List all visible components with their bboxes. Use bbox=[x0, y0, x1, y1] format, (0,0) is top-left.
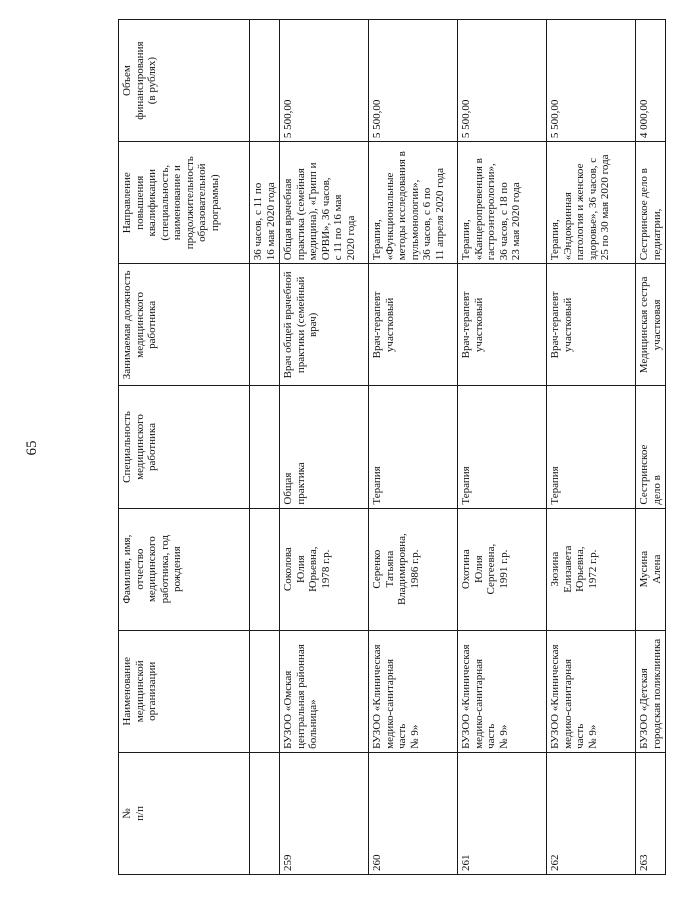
table-row bbox=[280, 20, 369, 875]
cell-number: 259 bbox=[280, 752, 369, 874]
table-cell bbox=[250, 630, 280, 752]
table-row bbox=[369, 20, 458, 875]
page-number: 65 bbox=[24, 440, 40, 456]
table-row bbox=[458, 20, 547, 875]
table-cell bbox=[250, 508, 280, 630]
cell-number: 262 bbox=[547, 752, 636, 874]
cell-organization: БУЗОО «Клиническая медико-санитарная часть № 9» bbox=[547, 630, 636, 752]
header-program: Направление повышения квалификации (специальность, наименование и продолжительность образовательной программы) bbox=[119, 142, 250, 264]
cell-person: Мусина Алена bbox=[636, 508, 666, 630]
cell-program: Общая врачебная практика (семейная медицина), «Грипп и ОРВИ», 36 часов, с 11 по 16 мая 2020 года bbox=[280, 142, 369, 264]
cell-person: Охотина Юлия Сергеевна, 1991 г.р. bbox=[458, 508, 547, 630]
cell-amount: 4 000,00 bbox=[636, 20, 666, 142]
cell-person: Серенко Татьяна Владимировна, 1986 г.р. bbox=[369, 508, 458, 630]
cell-amount: 5 500,00 bbox=[547, 20, 636, 142]
cell-number: 263 bbox=[636, 752, 666, 874]
table-cell bbox=[250, 752, 280, 874]
cell-specialty: Сестринское дело в bbox=[636, 386, 666, 508]
cell-position: Врач-терапевт участковый bbox=[547, 264, 636, 386]
cell-specialty: Терапия bbox=[458, 386, 547, 508]
cell-amount: 5 500,00 bbox=[369, 20, 458, 142]
cell-specialty: Общая практика bbox=[280, 386, 369, 508]
table-row bbox=[636, 20, 666, 875]
continuation-row bbox=[250, 20, 280, 875]
cell-amount: 5 500,00 bbox=[280, 20, 369, 142]
header-person: Фамилия, имя, отчество медицинского работника, год рождения bbox=[119, 508, 250, 630]
header-specialty: Специальность медицинского работника bbox=[119, 386, 250, 508]
document-sheet bbox=[50, 0, 690, 905]
cell-program: Сестринское дело в педиатрии, bbox=[636, 142, 666, 264]
cell-amount: 5 500,00 bbox=[458, 20, 547, 142]
header-number: № п/п bbox=[119, 752, 250, 874]
cell-number: 261 bbox=[458, 752, 547, 874]
table-cell bbox=[250, 386, 280, 508]
cell-position: Врач общей врачебной практики (семейный врач) bbox=[280, 264, 369, 386]
cell-person: Соколова Юлия Юрьевна, 1978 г.р. bbox=[280, 508, 369, 630]
header-organization: Наименование медицинской организации bbox=[119, 630, 250, 752]
cell-number: 260 bbox=[369, 752, 458, 874]
table-row bbox=[547, 20, 636, 875]
cell-program: Терапия, «Эндокринная патология и женское здоровье», 36 часов, с 25 по 30 мая 2020 года bbox=[547, 142, 636, 264]
cell-program: Терапия, «Функциональные методы исследования в пульмонологии», 36 часов, с 6 по 11 апреля 2020 года bbox=[369, 142, 458, 264]
table-cell bbox=[250, 264, 280, 386]
cell-position: Медицинская сестра участковая bbox=[636, 264, 666, 386]
cell-person: Зюзина Елизавета Юрьевна, 1972 г.р. bbox=[547, 508, 636, 630]
cell-organization: БУЗОО «Омская центральная районная больница» bbox=[280, 630, 369, 752]
table-header-row bbox=[119, 20, 250, 875]
header-amount: Объем финансирования (в рублях) bbox=[119, 20, 250, 142]
cell-position: Врач-терапевт участковый bbox=[458, 264, 547, 386]
cell-organization: БУЗОО «Клиническая медико-санитарная часть № 9» bbox=[458, 630, 547, 752]
header-position: Занимаемая должность медицинского работника bbox=[119, 264, 250, 386]
cell-specialty: Терапия bbox=[369, 386, 458, 508]
cell-organization: БУЗОО «Детская городская поликлиника bbox=[636, 630, 666, 752]
cell-position: Врач-терапевт участковый bbox=[369, 264, 458, 386]
cell-specialty: Терапия bbox=[547, 386, 636, 508]
table-cell bbox=[250, 20, 280, 142]
training-table bbox=[118, 19, 666, 875]
cell-program: Терапия, «Канцеропревенция в гастроэнтерологии», 36 часов, с 18 по 23 мая 2020 года bbox=[458, 142, 547, 264]
cell-organization: БУЗОО «Клиническая медико-санитарная часть № 9» bbox=[369, 630, 458, 752]
cell-program: 36 часов, с 11 по 16 мая 2020 года bbox=[250, 142, 280, 264]
